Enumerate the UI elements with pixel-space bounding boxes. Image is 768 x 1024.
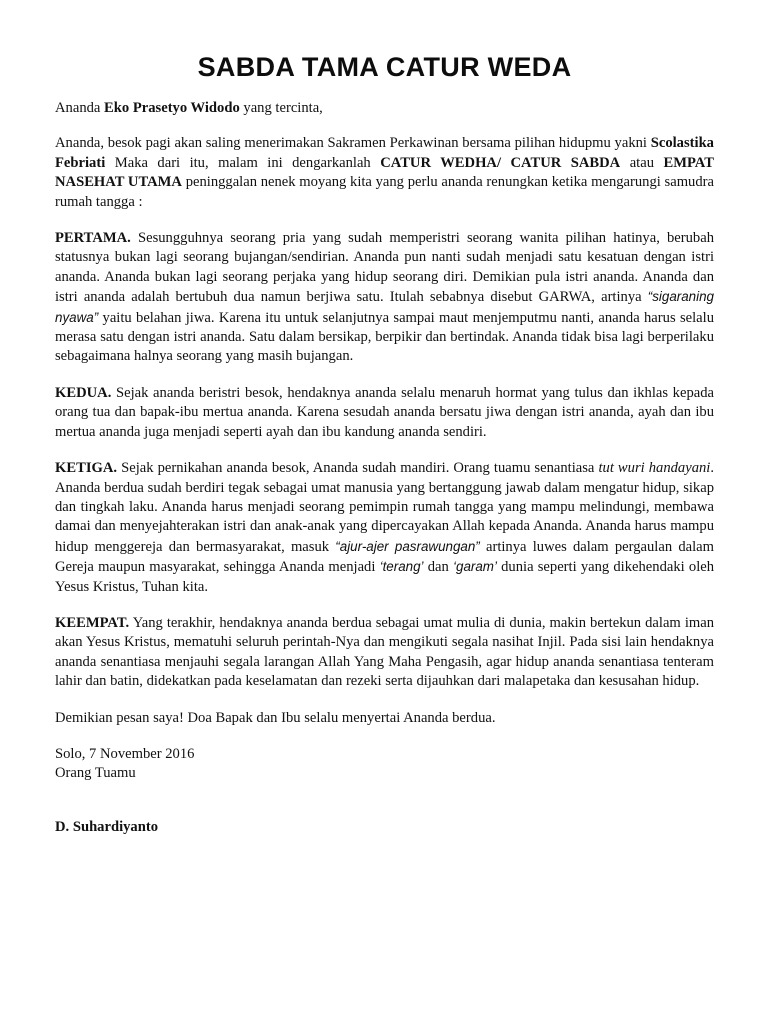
greeting-suffix: yang tercinta, bbox=[243, 100, 323, 116]
ketiga-quote-2: “ajur-ajer pasrawungan” bbox=[335, 538, 480, 554]
intro-text-3: atau bbox=[629, 154, 654, 171]
pertama-label: PERTAMA. bbox=[55, 230, 131, 247]
signer-name-text: D. Suhardiyanto bbox=[55, 818, 158, 835]
keempat-label: KEEMPAT. bbox=[55, 614, 130, 631]
ketiga-text-5: dunia seperti yang dikehendaki oleh Yesus Kristus, Tuhan kita. bbox=[55, 559, 715, 595]
place-date: Solo, 7 November 2016 bbox=[55, 745, 195, 762]
signature-block bbox=[55, 745, 714, 784]
pertama-quote: “sigaraning nyawa” bbox=[55, 289, 714, 325]
sender-role: Orang Tuamu bbox=[55, 765, 136, 782]
intro-text-2: Maka dari itu, malam ini dengarkanlah bbox=[114, 154, 371, 171]
ketiga-quote-1: tut wuri handayani bbox=[598, 460, 711, 477]
ketiga-paragraph bbox=[55, 459, 714, 597]
greeting-prefix: Ananda bbox=[55, 100, 101, 116]
bride-name: Scolastika Febriati bbox=[55, 135, 714, 171]
ketiga-text-2: . Ananda berdua sudah berdiri tegak sebagai umat manusia yang bertanggung jawab dalam mengatur hidup, sikap dan tingkah laku. Ananda harus menjadi seorang pemimpin rumah tangga yang mampu melindungi, membawa damai dan menyejahterakan istri dan anak-anak yang dipercayakan Allah kepada Ananda. Ananda harus mampu hidup menggereja dan bermasyarakat, masuk bbox=[55, 460, 715, 555]
intro-text-1: Ananda, besok pagi akan saling menerimakan Sakramen Perkawinan bersama pilihan hidupmu yakni bbox=[55, 135, 647, 152]
intro-text-4: peninggalan nenek moyang kita yang perlu ananda renungkan ketika mengarungi samudra rumah tangga : bbox=[55, 174, 714, 210]
ketiga-text-1: Sejak pernikahan ananda besok, Ananda sudah mandiri. Orang tuamu senantiasa bbox=[121, 460, 595, 477]
page-title: SABDA TAMA CATUR WEDA bbox=[197, 52, 572, 82]
empat-nasehat-term: EMPAT NASEHAT UTAMA bbox=[55, 154, 714, 191]
kedua-paragraph bbox=[55, 384, 714, 442]
pertama-text-2: yaitu belahan jiwa. Karena itu untuk selanjutnya sampai maut menjemputmu nanti, ananda harus selalu merasa satu dengan istri ananda. Satu dalam bersikap, berpikir dan bertindak. Ananda tidak bisa lagi berperilaku sebagaimana halnya seorang yang masih bujangan. bbox=[55, 309, 714, 365]
ketiga-quote-4: ‘garam’ bbox=[453, 559, 497, 575]
ketiga-text-4: dan bbox=[427, 559, 449, 576]
ketiga-label: KETIGA. bbox=[55, 460, 118, 477]
catur-wedha-term: CATUR WEDHA/ CATUR SABDA bbox=[380, 154, 621, 171]
ketiga-text-3: artinya luwes dalam pergaulan dalam Gereja maupun masyarakat, sehingga Ananda menjadi bbox=[55, 538, 714, 576]
closing-line: Demikian pesan saya! Doa Bapak dan Ibu selalu menyertai Ananda berdua. bbox=[55, 709, 496, 726]
kedua-text-1: Sejak ananda beristri besok, hendaknya ananda selalu menaruh hormat yang tulus dan ikhlas kepada orang tua dan bapak-ibu mertua ananda. Karena sesudah ananda bersatu jiwa dengan istri ananda, ayah dan ibu mertua ananda juga menjadi seperti ayah dan ibu kandung ananda sendiri. bbox=[55, 384, 714, 440]
letter-page bbox=[55, 50, 714, 837]
keempat-paragraph bbox=[55, 614, 714, 692]
greeting bbox=[55, 99, 714, 118]
ketiga-quote-3: ‘terang’ bbox=[379, 559, 424, 575]
pertama-text-1: Sesungguhnya seorang pria yang sudah memperistri seorang wanita pilihan hatinya, berubah statusnya bukan lagi seorang bujangan/sendirian. Ananda pun nanti sudah menjadi satu kesatuan dengan istri ananda. Ananda bukan lagi seorang perjaka yang hidup seorang diri. Demikian pula istri ananda. Ananda dan istri ananda adalah bertubuh dua namun berjiwa satu. Itulah sebabnya disebut GARWA, artinya bbox=[55, 230, 714, 306]
keempat-text-1: Yang terakhir, hendaknya ananda berdua sebagai umat mulia di dunia, makin bertekun dalam iman akan Yesus Kristus, mematuhi seluruh perintah-Nya dan mengikuti segala nasihat Injil. Pada sisi lain hendaknya ananda senantiasa menjauhi segala larangan Allah Yang Maha Pengasih, agar hidup ananda senantiasa tenteram lahir dan batin, didekatkan pada keselamatan dan rezeki serta dijauhkan dari malapetaka dan kesusahan hidup. bbox=[55, 614, 714, 690]
pertama-paragraph bbox=[55, 229, 714, 367]
signer-name bbox=[55, 818, 714, 837]
recipient-name: Eko Prasetyo Widodo bbox=[104, 100, 240, 116]
intro-paragraph bbox=[55, 134, 714, 212]
kedua-label: KEDUA. bbox=[55, 384, 112, 401]
